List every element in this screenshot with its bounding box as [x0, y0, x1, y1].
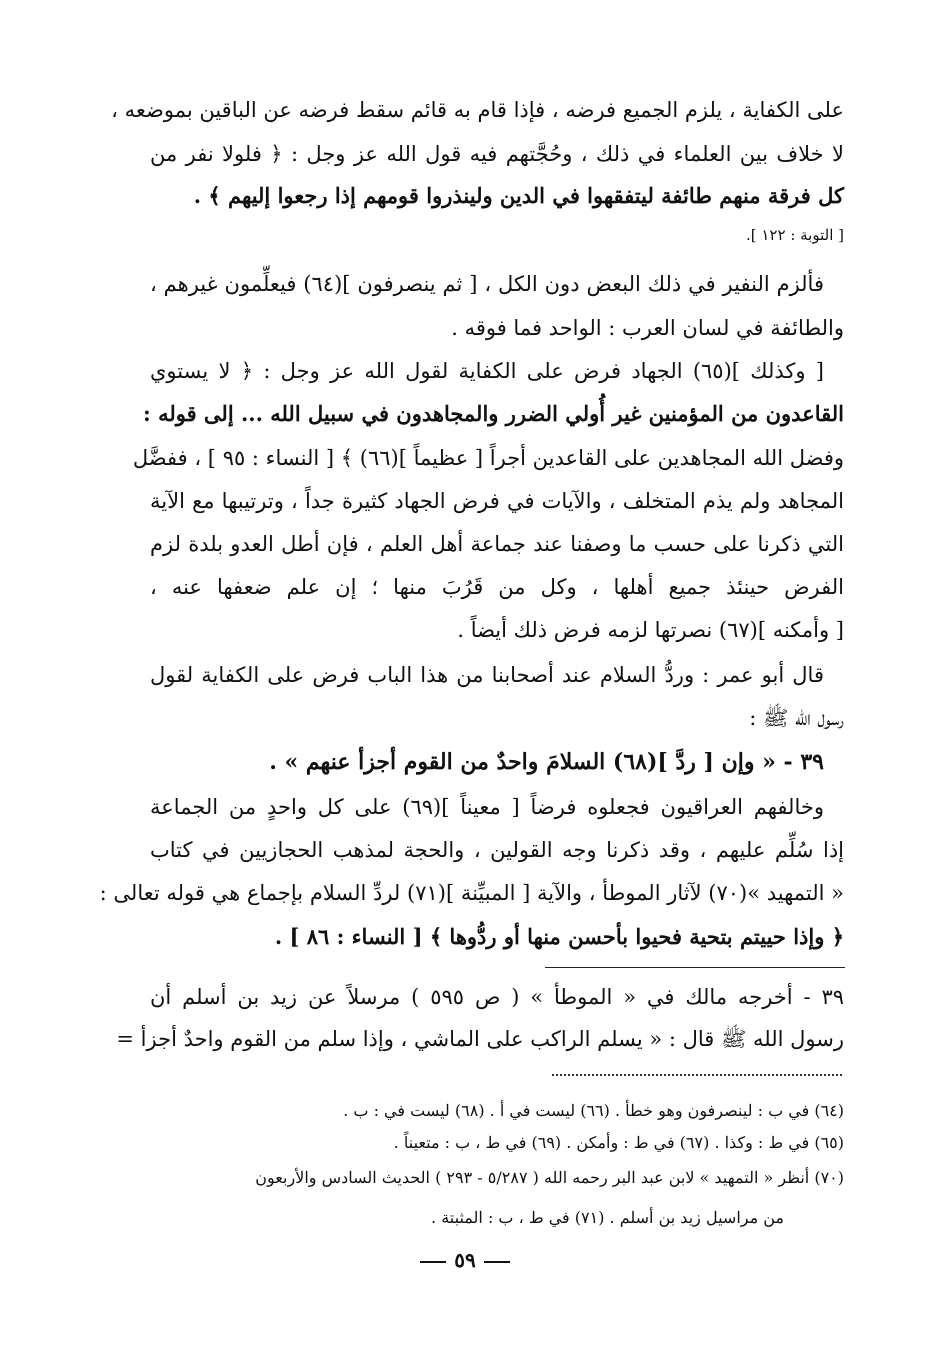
- quran-verse-line: القاعدون من المؤمنين غير أُولي الضرر والمجاهدون في سبيل الله ... إلى قوله :: [143, 401, 844, 426]
- page-number-dash: [484, 1261, 510, 1263]
- text-line: والطائفة في لسان العرب : الواحد فما فوقه .: [451, 316, 844, 340]
- text-line: « التمهيد »(٧٠) لآثار الموطأ ، والآية [ المبيِّنة ](٧١) لردِّ السلام بإجماع هي قوله تعالى :: [99, 881, 844, 905]
- quran-verse-line: كل فرقة منهم طائفة ليتفقهوا في الدين ولينذروا قومهم إذا رجعوا إليهم ﴾ .: [193, 183, 844, 208]
- footnote-separator: [545, 967, 845, 968]
- note-line: (٧٠) أنظر « التمهيد » لابن عبد البر رحمه الله ( ٥/٢٨٧ - ٢٩٣ ) الحديث السادس والأربعون: [255, 1168, 844, 1187]
- text-line: المجاهد ولم يذم المتخلف ، والآيات في فرض الجهاد كثيرة جداً ، وترتيبها مع الآية: [150, 489, 844, 513]
- text-line: وخالفهم العراقيون فجعلوه فرضاً [ معيناً ](٦٩) على كل واحدٍ من الجماعة: [150, 795, 824, 819]
- footnote-line: ٣٩ - أخرجه مالك في « الموطأ » ( ص ٥٩٥ ) مرسلاً عن زيد بن أسلم أن: [150, 985, 844, 1009]
- text-line: لا خلاف بين العلماء في ذلك ، وحُجَّتهم فيه قول الله عز وجل : ﴿ فلولا نفر من: [150, 142, 844, 166]
- text-line: الفرض حينئذ جميع أهلها ، وكل من قَرُبَ منها ؛ إن علم ضعفها عنه ،: [150, 575, 844, 599]
- hadith-heading: ٣٩ - « وإن [ ردَّ ](٦٨) السلامَ واحدٌ من القوم أجزأ عنهم » .: [269, 749, 824, 775]
- text-line: على الكفاية ، يلزم الجميع فرضه ، فإذا قام به قائم سقط فرضه عن الباقين بموضعه ،: [111, 98, 844, 122]
- text-line: إذا سُلِّم عليهم ، وقد ذكرنا وجه القولين ، والحجة لمذهب الحجازيين في كتاب: [150, 838, 844, 862]
- text-line: [ وأمكنه ](٦٧) نصرتها لزمه فرض ذلك أيضاً .: [457, 618, 844, 642]
- verse-reference: [ التوبة : ١٢٢ ].: [745, 226, 844, 244]
- text-line: قال أبو عمر : وردُّ السلام عند أصحابنا من هذا الباب فرض على الكفاية لقول: [150, 663, 824, 687]
- text-line: فألزم النفير في ذلك البعض دون الكل ، [ ثم ينصرفون ](٦٤) فيعلِّمون غيرهم ،: [150, 272, 824, 296]
- dotted-divider: [552, 1074, 842, 1076]
- note-line: (٦٤) في ب : لينصرفون وهو خطأ . (٦٦) ليست في أ . (٦٨) ليست في : ب .: [343, 1101, 844, 1120]
- text-line: التي ذكرنا على حسب ما وصفنا عند جماعة أهل العلم ، فإن أطل العدو بلدة لزم: [150, 532, 844, 556]
- note-line: (٦٥) في ط : وكذا . (٦٧) في ط : وأمكن . (٦٩) في ط ، ب : متعيناً .: [393, 1133, 844, 1152]
- page-number-dash: [420, 1261, 446, 1263]
- page-number-text: ٥٩: [454, 1248, 476, 1272]
- text-line: [ وكذلك ](٦٥) الجهاد فرض على الكفاية لقول الله عز وجل : ﴿ لا يستوي: [150, 359, 824, 383]
- quran-verse-line: ﴿ وإذا حييتم بتحية فحيوا بأحسن منها أو ردُّوها ﴾ [ النساء : ٨٦ ] .: [274, 924, 844, 949]
- page-number: [400, 1248, 530, 1272]
- note-line: من مراسيل زيد بن أسلم . (٧١) في ط ، ب : المثبتة .: [431, 1208, 784, 1227]
- text-line: رسول الله ﷺ :: [749, 706, 844, 730]
- text-line: وفضل الله المجاهدين على القاعدين أجراً [ عظيماً ](٦٦) ﴾ [ النساء : ٩٥ ] ، ففضَّل: [132, 446, 844, 470]
- footnote-line: رسول الله ﷺ قال : « يسلم الراكب على الماشي ، وإذا سلم من القوم واحدٌ أجزأ =: [116, 1027, 844, 1051]
